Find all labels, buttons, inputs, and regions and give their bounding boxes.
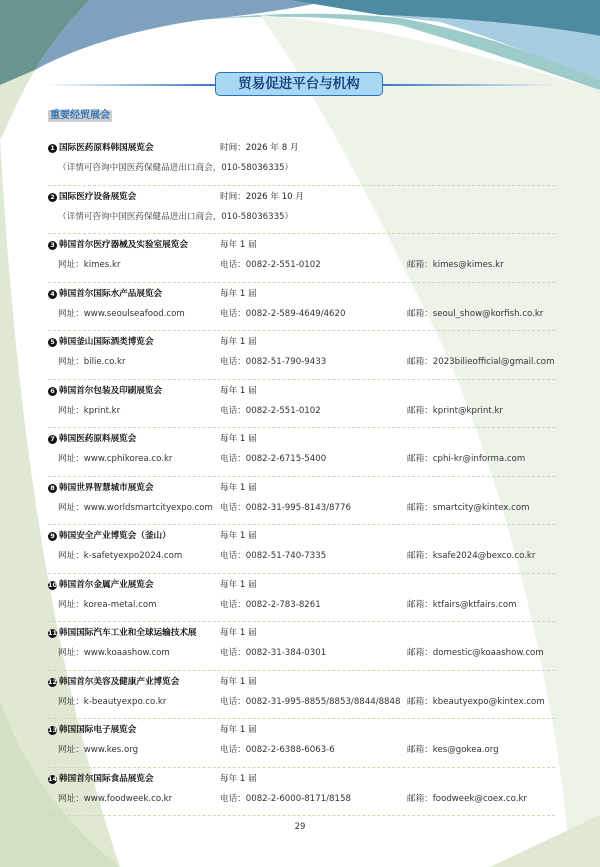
fair-website[interactable]: 网址：bilie.co.kr [58, 357, 126, 367]
fair-phone: 电话：0082-31-384-0301 [220, 648, 327, 658]
number-badge: 7 [48, 435, 57, 444]
fair-time: 时间：2026 年 8 月 [220, 143, 299, 153]
fair-note: （详情可咨询中国医药保健品进出口商会，010-58036335） [58, 163, 294, 173]
number-badge: 14 [48, 774, 58, 783]
fair-phone: 电话：0082-2-551-0102 [220, 405, 321, 416]
list-item [48, 768, 555, 817]
fair-name: 韩国首尔金属产业展览会 [59, 579, 154, 590]
fair-website[interactable]: 网址：kimes.kr [58, 260, 121, 270]
page-title: 贸易促进平台与机构 [215, 72, 383, 96]
section-heading: 重要经贸展会 [50, 110, 110, 121]
fair-phone: 电话：0082-2-783-8261 [220, 599, 321, 610]
fair-email[interactable]: 邮箱：2023bilieofficial@gmail.com [407, 357, 555, 367]
fair-email[interactable]: 邮箱：kes@gokea.org [407, 745, 499, 755]
fair-name: 韩国首尔美容及健康产业博览会 [59, 676, 180, 687]
list-item [48, 671, 555, 720]
fair-phone: 电话：0082-2-6388-6063-6 [220, 745, 335, 755]
list-item [48, 234, 555, 283]
fair-frequency: 每年 1 届 [220, 676, 257, 687]
fair-frequency: 每年 1 届 [220, 240, 257, 250]
list-item [48, 428, 555, 477]
fair-frequency: 每年 1 届 [220, 628, 257, 638]
list-item [48, 331, 555, 380]
fair-email[interactable]: 邮箱：kbeautyexpo@kintex.com [407, 696, 545, 707]
fair-name: 韩国国际汽车工业和全球运输技术展 [59, 628, 197, 638]
list-item [48, 186, 555, 235]
list-item [48, 525, 555, 574]
fair-time: 时间：2026 年 10 月 [220, 191, 304, 202]
header-rule-right [383, 84, 555, 86]
fair-phone: 电话：0082-2-589-4649/4620 [220, 308, 346, 319]
fair-website[interactable]: 网址：www.kes.org [58, 745, 139, 755]
number-badge: 11 [48, 629, 58, 637]
fair-frequency: 每年 1 届 [220, 385, 257, 396]
number-badge: 4 [48, 290, 57, 299]
fair-phone: 电话：0082-31-995-8855/8853/8844/8848 [220, 696, 401, 707]
number-badge: 9 [48, 532, 57, 541]
fair-phone: 电话：0082-2-551-0102 [220, 260, 321, 270]
fair-frequency: 每年 1 届 [220, 773, 257, 784]
number-badge: 10 [48, 580, 58, 589]
fair-phone: 电话：0082-51-740-7335 [220, 551, 327, 561]
number-badge: 5 [48, 338, 57, 347]
fair-name: 韩国医药原料展览会 [59, 434, 137, 444]
number-badge: 12 [48, 677, 58, 686]
fair-website[interactable]: 网址：www.worldsmartcityexpo.com [58, 502, 213, 513]
page-header [45, 72, 555, 98]
fair-email[interactable]: 邮箱：ksafe2024@bexco.co.kr [407, 551, 536, 561]
fair-phone: 电话：0082-2-6000-8171/8158 [220, 793, 351, 804]
trade-fair-list [48, 137, 555, 816]
list-item [48, 380, 555, 429]
list-item [48, 477, 555, 526]
number-badge: 6 [48, 387, 57, 396]
fair-email[interactable]: 邮箱：foodweek@coex.co.kr [407, 793, 527, 804]
fair-note: （详情可咨询中国医药保健品进出口商会，010-58036335） [58, 211, 294, 222]
fair-website[interactable]: 网址：www.cphikorea.co.kr [58, 454, 173, 464]
fair-email[interactable]: 邮箱：kimes@kimes.kr [407, 260, 504, 270]
fair-website[interactable]: 网址：www.seoulseafood.com [58, 308, 185, 319]
header-rule-left [45, 84, 215, 86]
number-badge: 1 [48, 144, 57, 153]
fair-website[interactable]: 网址：www.foodweek.co.kr [58, 793, 173, 804]
fair-name: 韩国世界智慧城市展览会 [59, 482, 154, 493]
fair-name: 韩国首尔国际食品展览会 [59, 773, 154, 784]
fair-name: 韩国安全产业博览会（釜山） [59, 531, 171, 541]
fair-name: 韩国国际电子展览会 [59, 725, 137, 735]
number-badge: 8 [48, 484, 57, 493]
fair-name: 韩国釜山国际酒类博览会 [59, 337, 154, 347]
fair-name: 国际医疗设备展览会 [59, 191, 137, 202]
fair-frequency: 每年 1 届 [220, 531, 257, 541]
fair-email[interactable]: 邮箱：ktfairs@ktfairs.com [407, 599, 517, 610]
number-badge: 3 [48, 241, 57, 250]
fair-phone: 电话：0082-2-6715-5400 [220, 454, 327, 464]
fair-website[interactable]: 网址：www.koaashow.com [58, 648, 170, 658]
fair-website[interactable]: 网址：kprint.kr [58, 405, 121, 416]
number-badge: 13 [48, 726, 58, 734]
fair-frequency: 每年 1 届 [220, 288, 257, 299]
fair-website[interactable]: 网址：k-safetyexpo2024.com [58, 551, 183, 561]
fair-name: 韩国首尔医疗器械及实验室展览会 [59, 240, 188, 250]
fair-email[interactable]: 邮箱：domestic@koaashow.com [407, 648, 544, 658]
fair-name: 韩国首尔国际水产品展览会 [59, 288, 163, 299]
list-item [48, 574, 555, 623]
list-item [48, 719, 555, 768]
fair-phone: 电话：0082-31-995-8143/8776 [220, 502, 351, 513]
fair-email[interactable]: 邮箱：seoul_show@korfish.co.kr [407, 308, 544, 319]
list-item [48, 137, 555, 186]
fair-frequency: 每年 1 届 [220, 725, 257, 735]
fair-website[interactable]: 网址：korea-metal.com [58, 599, 157, 610]
fair-email[interactable]: 邮箱：kprint@kprint.kr [407, 405, 503, 416]
fair-email[interactable]: 邮箱：smartcity@kintex.com [407, 502, 530, 513]
fair-phone: 电话：0082-51-790-9433 [220, 357, 327, 367]
page-number: 29 [294, 822, 306, 832]
fair-website[interactable]: 网址：k-beautyexpo.co.kr [58, 696, 167, 707]
list-item [48, 622, 555, 671]
fair-frequency: 每年 1 届 [220, 434, 257, 444]
list-item [48, 283, 555, 332]
fair-email[interactable]: 邮箱：cphi-kr@informa.com [407, 454, 526, 464]
fair-frequency: 每年 1 届 [220, 482, 257, 493]
fair-frequency: 每年 1 届 [220, 337, 257, 347]
number-badge: 2 [48, 193, 57, 202]
fair-name: 韩国首尔包装及印刷展览会 [59, 385, 163, 396]
fair-name: 国际医药原料韩国展览会 [59, 143, 154, 153]
fair-frequency: 每年 1 届 [220, 579, 257, 590]
